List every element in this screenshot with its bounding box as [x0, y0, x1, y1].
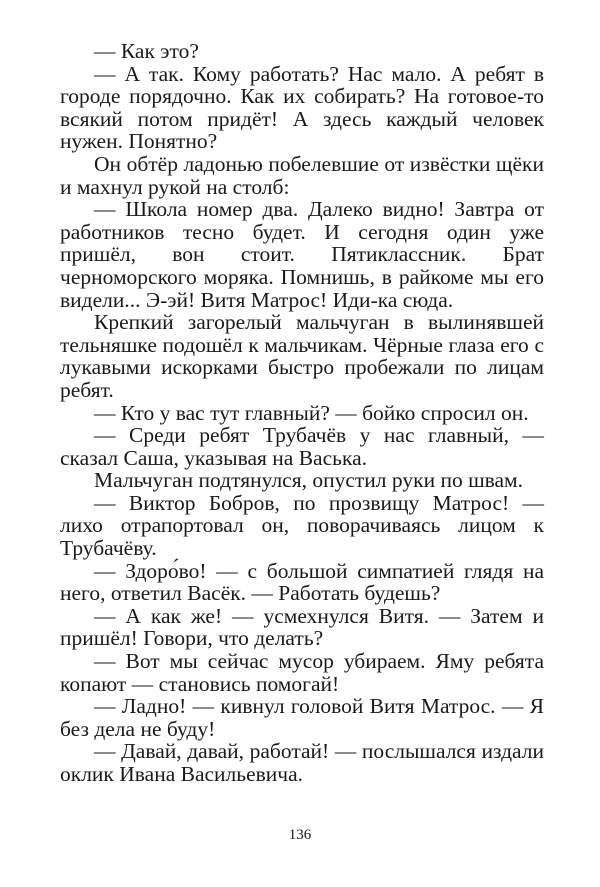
- paragraph-4: — Школа номер два. Далеко видно! Завтра от работников тесно будет. И сегодня один уже пришёл, вон стоит. Пятиклассник. Брат черноморского моряка. Помнишь, в райкоме мы его видели... Э-эй! Витя Матрос! Иди-ка сюда.: [60, 197, 544, 312]
- paragraph-9: — Виктор Бобров, по прозвищу Матрос! — лихо отрапортовал он, поворачиваясь лицом к Трубачёву.: [60, 490, 544, 561]
- paragraph-10: — Здоро́во! — с большой симпатией глядя на него, ответил Васёк. — Работать будешь?: [60, 558, 544, 606]
- paragraph-13: — Ладно! — кивнул головой Витя Матрос. — Я без дела не буду!: [60, 694, 544, 741]
- paragraph-1: — Как это?: [94, 39, 199, 63]
- paragraph-12: — Вот мы сейчас мусор убираем. Яму ребята копают — становись помогай!: [60, 649, 544, 696]
- paragraph-11: — А как же! — усмехнулся Витя. — Затем и пришёл! Говори, что делать?: [60, 603, 544, 651]
- paragraph-2: — А так. Кому работать? Нас мало. А ребят в городе порядочно. Как их собирать? На готовое-то всякий потом придёт! А здесь каждый человек нужен. Понятно?: [60, 61, 544, 154]
- page-text: [60, 40, 544, 786]
- page-number: 136: [288, 827, 312, 843]
- paragraph-6: — Кто у вас тут главный? — бойко спросил он.: [94, 400, 529, 425]
- paragraph-8: Мальчуган подтянулся, опустил руки по швам.: [94, 468, 524, 493]
- paragraph-7: — Среди ребят Трубачёв у нас главный, — сказал Саша, указывая на Васька.: [60, 423, 544, 470]
- paragraph-14: — Давай, давай, работай! — послышался издали оклик Ивана Васильевича.: [60, 739, 544, 786]
- paragraph-5: Крепкий загорелый мальчуган в вылинявшей тельняшке подошёл к мальчикам. Чёрные глаза его с лукавыми искорками быстро пробежали по лицам ребят.: [60, 310, 544, 402]
- paragraph-3: Он обтёр ладонью побелевшие от извёстки щёки и махнул рукой на столб:: [60, 151, 544, 199]
